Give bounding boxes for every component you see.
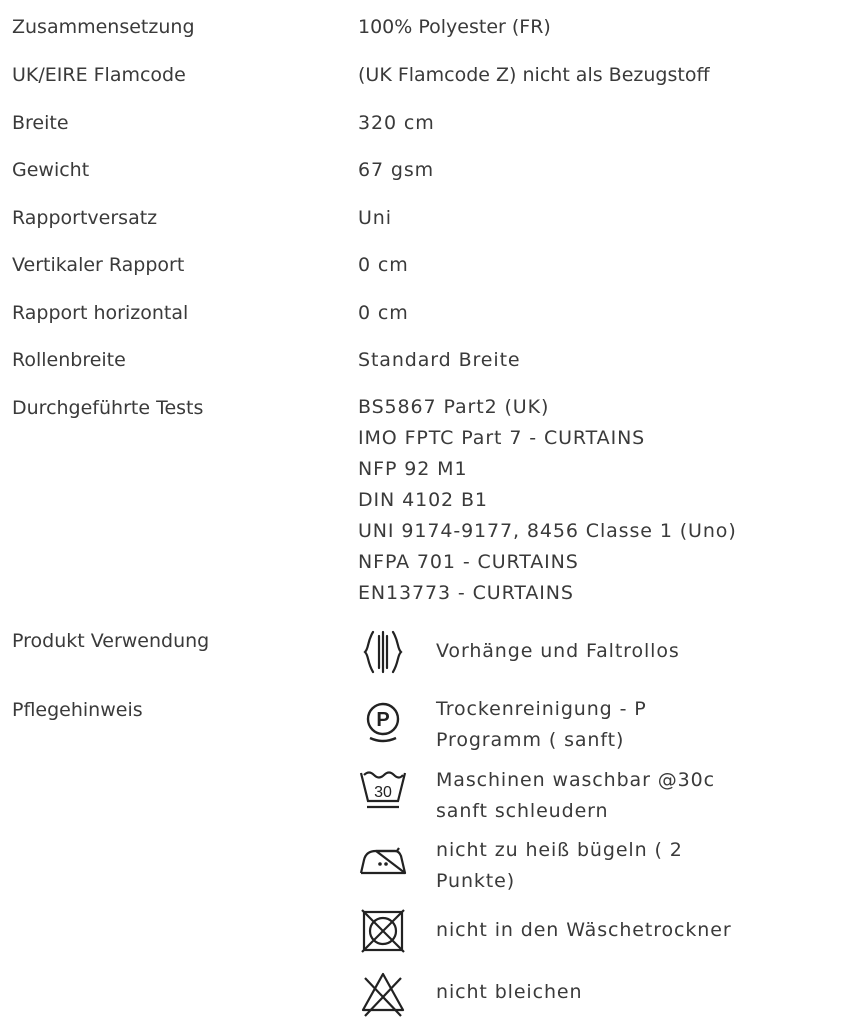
test-item: NFPA 701 - CURTAINS (358, 551, 579, 573)
care-line: sanft schleudern (436, 800, 609, 822)
spec-value: Standard Breite (358, 349, 521, 371)
care-line: Trockenreinigung - P (436, 698, 647, 720)
spec-value: Uni (358, 207, 392, 229)
spec-value: (UK Flamcode Z) nicht als Bezugstoff (358, 64, 710, 86)
no-bleach-icon (358, 968, 408, 1018)
spec-label: Zusammensetzung (12, 16, 195, 38)
test-item: BS5867 Part2 (UK) (358, 396, 550, 418)
spec-label: UK/EIRE Flamcode (12, 64, 186, 86)
care-text (436, 835, 683, 897)
dry-clean-p-icon (358, 698, 408, 748)
spec-value: 320 cm (358, 112, 435, 134)
spec-value: 67 gsm (358, 159, 435, 181)
curtain-icon (358, 626, 408, 676)
spec-label: Vertikaler Rapport (12, 254, 185, 276)
test-item: EN13773 - CURTAINS (358, 582, 574, 604)
care-line: Punkte) (436, 870, 516, 892)
spec-label: Gewicht (12, 159, 90, 181)
care-text (436, 765, 715, 827)
spec-label: Breite (12, 112, 69, 134)
tests-list (358, 392, 737, 609)
test-item: NFP 92 M1 (358, 458, 468, 480)
spec-label: Produkt Verwendung (12, 630, 210, 652)
spec-label: Rapportversatz (12, 207, 158, 229)
iron-two-dots-icon (358, 834, 408, 884)
test-item: UNI 9174-9177, 8456 Classe 1 (Uno) (358, 520, 737, 542)
care-line: Maschinen waschbar @30c (436, 769, 715, 791)
spec-label: Rollenbreite (12, 349, 126, 371)
care-text (436, 977, 582, 1008)
care-line: nicht zu heiß bügeln ( 2 (436, 839, 683, 861)
spec-label: Rapport horizontal (12, 302, 189, 324)
spec-label: Pflegehinweis (12, 699, 143, 721)
spec-label: Durchgeführte Tests (12, 397, 204, 419)
care-line: nicht bleichen (436, 981, 583, 1003)
spec-value: 0 cm (358, 302, 409, 324)
svg-text:30: 30 (374, 784, 392, 801)
wash-30-gentle-icon (358, 765, 408, 815)
care-line: Programm ( sanft) (436, 729, 625, 751)
care-line: nicht in den Wäschetrockner (436, 919, 732, 941)
care-text (436, 915, 732, 946)
spec-value: 0 cm (358, 254, 409, 276)
test-item: IMO FPTC Part 7 - CURTAINS (358, 427, 646, 449)
care-text (436, 694, 647, 756)
svg-text:P: P (376, 709, 390, 731)
no-tumble-dry-icon (358, 905, 408, 955)
test-item: DIN 4102 B1 (358, 489, 488, 511)
usage-text: Vorhänge und Faltrollos (436, 640, 680, 662)
spec-value: 100% Polyester (FR) (358, 16, 551, 38)
